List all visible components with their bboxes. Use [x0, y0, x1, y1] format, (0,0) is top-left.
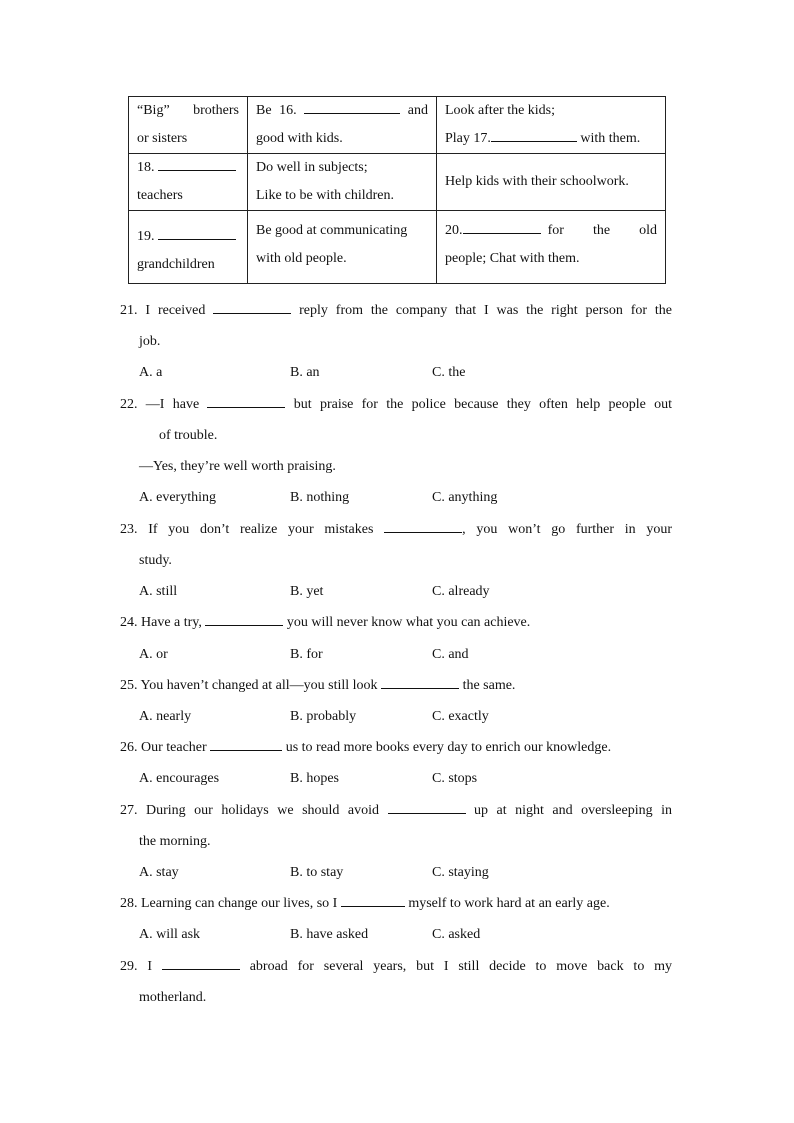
answer-blank[interactable] [162, 955, 240, 970]
question-stem [120, 607, 672, 638]
options-21 [139, 357, 659, 388]
answer-blank[interactable] [213, 299, 291, 314]
table-cell [248, 211, 437, 284]
stem-text: us to read more books every day to enrich our knowledge. [285, 740, 612, 755]
option-c[interactable]: C. staying [432, 865, 489, 880]
question-stem [120, 951, 672, 982]
question-29 [120, 951, 672, 1013]
answer-blank-19[interactable] [158, 225, 236, 240]
stem-continuation: of trouble. [159, 428, 218, 443]
answer-blank[interactable] [210, 736, 282, 751]
stem-text: but praise for the police because they often help people out [293, 397, 673, 412]
option-b[interactable]: B. to stay [290, 865, 344, 880]
question-26 [120, 732, 672, 763]
answer-blank[interactable] [388, 799, 466, 814]
option-c[interactable]: C. exactly [432, 709, 489, 724]
question-number: 27. [120, 803, 138, 818]
option-b[interactable]: B. nothing [290, 490, 350, 505]
question-28 [120, 888, 672, 919]
stem-text: Learning can change our lives, so I [141, 896, 338, 911]
option-b[interactable]: B. yet [290, 584, 324, 599]
cell-text: 18. [137, 160, 155, 175]
cell-text: good with kids. [256, 131, 343, 146]
stem-text: you will never know what you can achieve. [286, 615, 531, 630]
stem-text: You haven’t changed at all—you still look [140, 678, 378, 693]
cell-text: and [407, 103, 428, 118]
table-row [129, 97, 666, 154]
question-number: 21. [120, 303, 138, 318]
stem-text: I [147, 959, 153, 974]
option-b[interactable]: B. for [290, 647, 323, 662]
options-27 [139, 857, 659, 888]
table-cell [248, 97, 437, 154]
cell-text: with them. [580, 131, 641, 146]
cell-text: “Big” brothers [137, 103, 239, 118]
options-28 [139, 919, 659, 950]
stem-text: If you don’t realize your mistakes [148, 522, 374, 537]
question-25 [120, 670, 672, 701]
option-c[interactable]: C. stops [432, 771, 478, 786]
cell-line [445, 125, 657, 153]
dialog-reply: —Yes, they’re well worth praising. [139, 459, 336, 474]
stem-text: —I have [145, 397, 200, 412]
stem-continuation: the morning. [139, 834, 211, 849]
question-stem [120, 670, 672, 701]
cell-text: Do well in subjects; [256, 160, 368, 175]
option-a[interactable]: A. nearly [139, 709, 192, 724]
option-b[interactable]: B. hopes [290, 771, 339, 786]
option-b[interactable]: B. an [290, 365, 320, 380]
cell-text: Be good at communicating [256, 223, 408, 238]
stem-continuation: job. [139, 334, 161, 349]
option-a[interactable]: A. everything [139, 490, 216, 505]
option-a[interactable]: A. will ask [139, 927, 201, 942]
table-cell [437, 154, 666, 211]
stem-text: reply from the company that I was the right person for the [299, 303, 673, 318]
stem-text: During our holidays we should avoid [146, 803, 380, 818]
cell-text: 19. [137, 229, 155, 244]
option-a[interactable]: A. a [139, 365, 163, 380]
stem-continuation: motherland. [139, 990, 207, 1005]
options-26 [139, 763, 659, 794]
answer-blank[interactable] [205, 611, 283, 626]
table-cell [437, 211, 666, 284]
question-21 [120, 295, 672, 357]
cell-text: with old people. [256, 251, 347, 266]
option-a[interactable]: A. still [139, 584, 178, 599]
stem-continuation: study. [139, 553, 172, 568]
table-cell [437, 97, 666, 154]
cell-text: Look after the kids; [445, 103, 556, 118]
cell-text: grandchildren [137, 257, 215, 272]
answer-blank-20[interactable] [463, 219, 541, 234]
option-b[interactable]: B. probably [290, 709, 357, 724]
option-c[interactable]: C. the [432, 365, 466, 380]
cell-line [445, 217, 657, 245]
question-stem [120, 888, 672, 919]
cell-text: for the old [547, 223, 657, 238]
cell-text: Be 16. [256, 103, 297, 118]
cell-text: Play 17. [445, 131, 491, 146]
answer-blank[interactable] [341, 892, 405, 907]
question-number: 29. [120, 959, 138, 974]
question-number: 26. [120, 740, 138, 755]
table-row [129, 211, 666, 284]
question-stem [120, 732, 672, 763]
table-cell [129, 97, 248, 154]
question-27 [120, 795, 672, 857]
table-row [129, 154, 666, 211]
option-b[interactable]: B. have asked [290, 927, 369, 942]
stem-text: up at night and oversleeping in [474, 803, 673, 818]
question-stem [120, 389, 672, 420]
cell-text: Help kids with their schoolwork. [445, 174, 629, 189]
question-22 [120, 389, 672, 451]
answer-blank[interactable] [384, 518, 462, 533]
question-stem [120, 514, 672, 545]
stem-text: , you won’t go further in your [462, 522, 673, 537]
answer-blank-18[interactable] [158, 156, 236, 171]
cell-line [256, 97, 428, 125]
option-a[interactable]: A. or [139, 647, 168, 662]
cell-line [137, 154, 239, 182]
question-number: 23. [120, 522, 138, 537]
question-number: 22. [120, 397, 138, 412]
stem-text: Our teacher [141, 740, 207, 755]
table-cell [129, 154, 248, 211]
cell-text: teachers [137, 188, 183, 203]
question-number: 28. [120, 896, 138, 911]
stem-text: I received [145, 303, 206, 318]
options-25 [139, 701, 659, 732]
question-24 [120, 607, 672, 638]
question-stem [120, 795, 672, 826]
cell-line [137, 223, 239, 251]
option-c[interactable]: C. asked [432, 927, 481, 942]
volunteer-table [128, 96, 666, 284]
stem-text: Have a try, [141, 615, 202, 630]
option-c[interactable]: C. anything [432, 490, 498, 505]
question-number: 24. [120, 615, 138, 630]
options-24 [139, 639, 659, 670]
cell-text: Like to be with children. [256, 188, 395, 203]
answer-blank-17[interactable] [491, 127, 577, 142]
answer-blank[interactable] [207, 393, 285, 408]
stem-text: the same. [462, 678, 516, 693]
answer-blank-16[interactable] [304, 99, 400, 114]
option-a[interactable]: A. encourages [139, 771, 220, 786]
stem-text: abroad for several years, but I still decide to move back to my [249, 959, 673, 974]
question-stem [120, 295, 672, 326]
option-a[interactable]: A. stay [139, 865, 179, 880]
cell-text: people; Chat with them. [445, 251, 580, 266]
table-cell [248, 154, 437, 211]
options-23 [139, 576, 659, 607]
question-number: 25. [120, 678, 138, 693]
options-22 [139, 482, 659, 513]
table-cell [129, 211, 248, 284]
option-c[interactable]: C. already [432, 584, 490, 599]
stem-text: myself to work hard at an early age. [408, 896, 610, 911]
answer-blank[interactable] [381, 674, 459, 689]
cell-text: 20. [445, 223, 463, 238]
question-23 [120, 514, 672, 576]
option-c[interactable]: C. and [432, 647, 469, 662]
cell-text: or sisters [137, 131, 188, 146]
